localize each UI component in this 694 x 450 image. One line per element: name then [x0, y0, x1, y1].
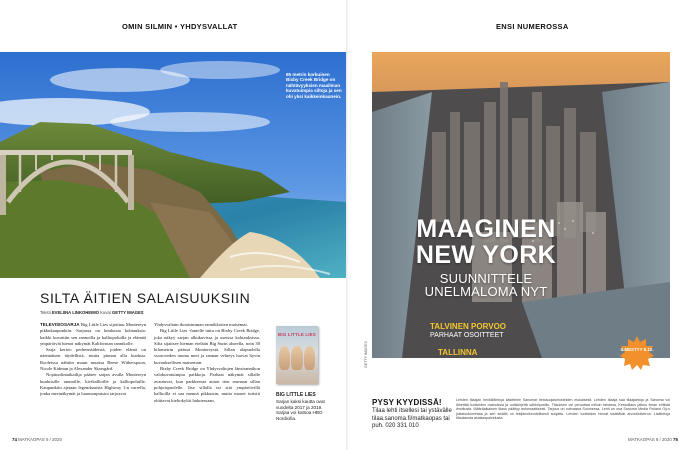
paragraph: Yhdysvaltain ikonisimman rannikkotien maisemat. [154, 322, 248, 327]
article-column-1 [40, 322, 146, 398]
paragraph: Big Little Lies -fanielle tuttu on Bixby Creek Bridge, joka näkyy sarjan alkukuvissa ja useissa kohtauksissa. Silta sijaitsee hieman etelään Big Surin alueella, noin 30 kilometrin päässä Montereystä. Sillan alapuolella vuoroveden tuoma meri ja rannan vehreys luovat hyvin kuvauksellisen maiseman. [154, 328, 260, 365]
page-gutter [346, 0, 348, 450]
cover-item-2-sub: AINA UUTTA [432, 358, 473, 365]
book-sidebar-text: Sarjan kaksi kautta ovat vuodelta 2017 ja 2019. Sarjaa voi katsoa HBO Nordicilla. [276, 398, 325, 422]
byline [40, 310, 144, 315]
byline-text-author: EVELIINA LINKOHEIMO [51, 310, 99, 315]
cover-item-1-sub: PARHAAT OSOITTEET [430, 332, 504, 339]
release-date-badge [620, 336, 654, 370]
subscription-heading: PYSY KYYDISSÄ! [372, 398, 442, 407]
book-cover-faces [279, 346, 315, 370]
book-sidebar [276, 393, 336, 422]
cover-subheadline: SUUNNITTELE UNELMALOMA NYT [424, 271, 548, 299]
photo-caption: 85 metrin korkuinen Bixby Creek Bridge on nähtävyyksien maailman kuvatuimpia siltoja ja sen ohi yksi kaikkeinkaunein. [286, 72, 342, 99]
section-header-right: ENSI NUMEROSSA [496, 22, 569, 31]
section-header-left: OMIN SILMIN • YHDYSVALLAT [122, 22, 238, 31]
subscription-text: Tilaa lehti itsellesi tai ystävälle tilaa.sanoma.fi/matkaopas tai puh. 020 331 010 [372, 408, 452, 430]
paragraph [40, 322, 146, 347]
book-cover-image [276, 326, 318, 384]
byline-text-label: Teksti [40, 310, 51, 315]
cover-headline: MAAGINEN NEW YORK [415, 215, 557, 269]
paragraph: Bixby Creek Bridge on Yhdysvaltojen länsirannikon valokuvatuimpia paikkoja. Parhaat näkymät sillalle avautuvat, kun parkkeeraa auton tien reunaan sillan pohjoispuolelle. Itse sillalla tai sitä ympäröivillä kallioilla ei saa mennä pikkuisin, mutta monet turistit ohittavat kieltokyltit halutessaan. [154, 366, 260, 403]
byline-photo-author: GETTY IMAGES [112, 310, 144, 315]
paragraph: Sarja kertoo perheenäideistä, joiden elämä on näennäisen täydellistä, mutta pinnan alla kuohuu. Rooleissa nähtiin muun muassa Reese Witherspoon, Nicole Kidman ja Alexander Skarsgård. [40, 347, 146, 372]
lead-in: TELEVISIOSARJA [40, 322, 80, 327]
photo-credit: GETTY IMAGES [364, 341, 368, 368]
footer-left [12, 437, 62, 442]
book-sidebar-title: BIG LITTLE LIES [276, 392, 316, 398]
footer-left-label: MATKAOPAS 9 / 2020 [18, 437, 62, 442]
article-title: SILTA ÄITIEN SALAISUUKSIIN [40, 290, 251, 306]
cover-item-1-title: TALVINEN PORVOO [430, 322, 507, 331]
byline-photo-label: Kuvat [100, 310, 111, 315]
paragraph: Nojatuolimatkailija pääsee sarjan avulla Montereyn kuuluisille rannoille, kivikallioille ja kalliopoluille. Kaupunkiin ajetaan legendaarista Highway 1:n varrella, jonka merinäkymät ja luonnonpuistot tarjoavat [40, 372, 146, 397]
starburst-icon [620, 336, 654, 370]
paragraph-text: Big Little Lies sijoittuu Montereyn pikkukaupunkiin. Sarjassa on kuuluisia kohtauksia: kaikki kuvattiin sen rannoilla ja kalliopoluilla ja elämää ympäröivät hienot näkymät Kalifornian rannikolle. [40, 322, 146, 346]
book-cover-title: BIG LITTLE LIES [278, 332, 316, 337]
footer-right-label: MATKAOPAS 9 / 2020 [628, 437, 672, 442]
article-column-2 [154, 322, 260, 404]
release-date-text: ILMESTYY 8.12. [620, 347, 654, 352]
page-number-left: 74 [12, 437, 17, 442]
city-skyline-illustration [372, 52, 670, 358]
page-number-right: 75 [673, 437, 678, 442]
cover-item-2-title: TALLINNA [438, 348, 478, 357]
footer-right [628, 437, 678, 442]
fine-print: Lehden tilaajan henkilötietoja käsittelee Sanomat tietosuojaselosteiden mukaisesti. Lehden tilaaja saa tilaajaetuja ja Sanoma voi lähettää tuotteiden mainoksia ja uutiskirjeitä sähköpostiin. Tilauksen voi peruuttaa milloin tahansa. Kestotilaus jatkuu ilman erillistä ilmoitusta. Määräaikainen tilaus päättyy automaattisesti. Tarjous on voimassa Suomessa. Lehti on osa Sanoma Media Finland Oy:n julkaisutoimintaa ja sen sisältö on tekijänoikeudellisesti suojattu. Lehden tuotteiden hinnat sisältävät arvonlisäveron. Lisätietoja tilauksesta asiakaspalvelusta. [456, 398, 670, 420]
next-issue-cover [372, 52, 670, 365]
